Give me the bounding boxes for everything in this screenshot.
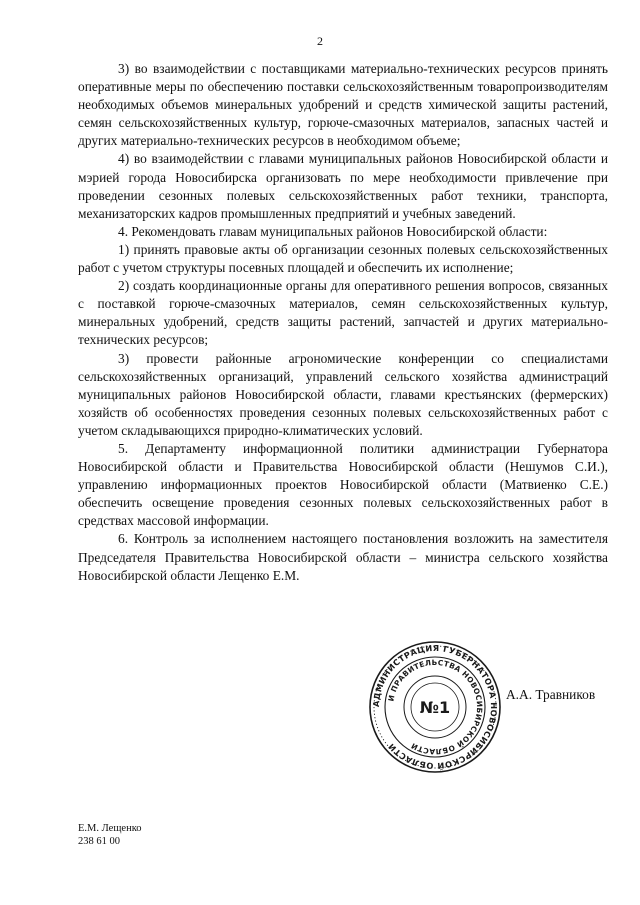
paragraph-item-3-conferences: 3) провести районные агрономические конференции со специалистами сельскохозяйственных организаций, управлений сельского хозяйства администраций муниципальных районов Новосибирской области, главами крестьянских (фермерских) хозяйств об особенностях проведения сезонных полевых сельскохозяйственных работ с учетом складывающихся природно-климатических условий. (78, 350, 608, 438)
executor-name: Е.М. Лещенко (78, 823, 142, 834)
stamp-outer-textpath: АДМИНИСТРАЦИЯ ГУБЕРНАТОРА НОВОСИБИРСКОЙ ОБЛАСТИ (370, 642, 500, 772)
document-body (78, 60, 608, 585)
paragraph-item-2-coordination: 2) создать координационные органы для оперативного решения вопросов, связанных с поставкой горюче-смазочных материалов, семян сельскохозяйственных культур, минеральных удобрений, средств защиты растений, запчастей и других материально-технических ресурсов; (78, 278, 608, 348)
executor-phone: 238 61 00 (78, 836, 120, 847)
page-number: 2 (317, 34, 323, 48)
paragraph-item-1-legal-acts: 1) принять правовые акты об организации сезонных полевых сельскохозяйственных работ с учетом структуры посевных площадей и обеспечить их исполнение; (78, 241, 608, 276)
paragraph-section-4-recommend: 4. Рекомендовать главам муниципальных районов Новосибирской области: (118, 223, 548, 239)
stamp-number: №1 (419, 698, 451, 717)
official-seal-stamp (368, 640, 502, 774)
signer-name: А.А. Травников (506, 687, 596, 702)
executor-contact (78, 822, 142, 848)
stamp-inner-textpath: И ПРАВИТЕЛЬСТВА НОВОСИБИРСКОЙ ОБЛАСТИ (386, 657, 485, 757)
paragraph-item-3-supply: 3) во взаимодействии с поставщиками материально-технических ресурсов принять оперативные меры по обеспечению поставки сельскохозяйственным товаропроизводителям необходимых объемов минеральных удобрений и средств химической защиты растений, семян сельскохозяйственных культур, горюче-смазочных материалов, запасных частей и других материально-технических ресурсов в необходимом объеме; (78, 61, 608, 149)
signature-block (0, 628, 640, 772)
paragraph-item-4-involvement: 4) во взаимодействии с главами муниципальных районов Новосибирской области и мэрией города Новосибирска организовать по мере необходимости привлечение при проведении сезонных полевых сельскохозяйственных работ техники, транспорта, механизаторских кадров промышленных предприятий и учебных заведений. (78, 151, 608, 221)
paragraph-section-5-media: 5. Департаменту информационной политики администрации Губернатора Новосибирской области и Правительства Новосибирской области (Нешумов С.И.), управлению информационных проектов Новосибирской области (Матвиенко С.Е.) обеспечить освещение проведения сезонных полевых сельскохозяйственных работ в средствах массовой информации. (78, 440, 608, 529)
paragraph-section-6-control: 6. Контроль за исполнением настоящего постановления возложить на заместителя Председателя Правительства Новосибирской области – министра сельского хозяйства Новосибирской области Лещенко Е.М. (78, 531, 608, 583)
